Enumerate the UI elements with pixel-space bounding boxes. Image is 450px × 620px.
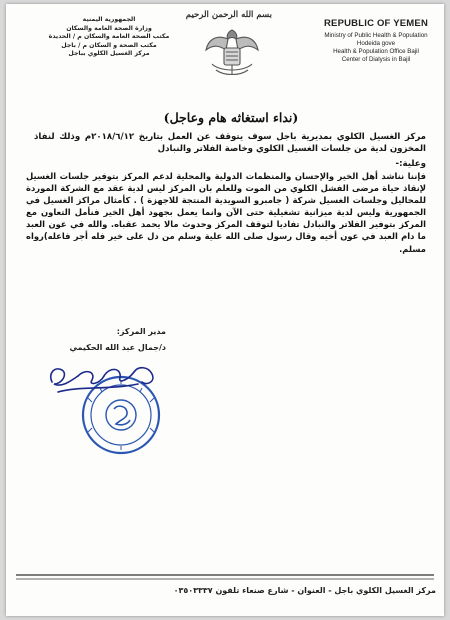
manager-name: د/جمال عبد الله الحكيمي [69, 343, 166, 352]
arabic-header-line: مركز الغسيل الكلوي بباجل [68, 50, 150, 58]
arabic-header-line: مكتب الصحة و السكان م / باجل [61, 41, 157, 49]
handwritten-signature [38, 354, 168, 414]
arabic-letterhead [14, 16, 204, 59]
intro-paragraph: مركز الغسيل الكلوي بمديرية باجل سوف يتوقف عن العمل بتاريخ ٢٠١٨/٦/١٢م وذلك لنفاذ المخزون لدية من جلسات الغسيل الكلوي وخاصة الفلاتر والنبادل [34, 132, 426, 154]
english-header-line: Hodeida gove [356, 40, 396, 47]
arabic-header-line: الجمهورية اليمنية [82, 16, 136, 23]
footer-divider [16, 572, 434, 582]
greeting-line: وعلية:- [395, 159, 426, 169]
arabic-header-line: مكتب الصحة العامة والسكان م / الحديدة [48, 33, 170, 41]
body-paragraph: فإننا نناشد أهل الخير والإحسان والمنظمات الدولية والمحلية لدعم المركز بتوفير جلسات الغسيل لإنقاذ حياة مرضى الفشل الكلوي من الموت وللعلم بان المركز ليس لدية عقد مع الشركة الموردة للمحاليل وجلسات الغسيل شركة ( جامبرو السويدية المنتجة للاجهزة ) . كأمثال مراكز الغسيل في الجمهورية وليس لدية ميزانية تشغيلية حتى الآن وانما يعمل بجهود أهل الخير فنأمل التعاون مع المركز بتوفير الفلاتر والنبادل تفاديا لتوقف المركز وحدوث مالا يحمد عقباه. والله في عون العبد ما دام العبد في عون أخيه وقال رسول صلى الله علية وسلم من دل على خير فله أجر فاعله)رواه مسلم. [26, 171, 426, 254]
footer-address: مركز الغسيل الكلوي باجل - العنوان - شارع صنعاء تلفون ٠٣٥٠٣٣٣٧ [173, 586, 436, 595]
english-letterhead [306, 18, 444, 64]
english-header-title: REPUBLIC OF YEMEN [323, 18, 429, 29]
english-header-line: Health & Population Office Bajil [333, 48, 419, 55]
appeal-title: (نداء استغاثه هام وعاجل) [163, 110, 299, 125]
yemen-eagle-emblem [202, 24, 262, 80]
letter-page [6, 4, 444, 616]
english-header-line: Center of Dialysis in Bajil [341, 56, 411, 63]
manager-role-label: مدير المركز: [116, 327, 166, 336]
arabic-header-line: وزارة الصحة العامة والسكان [66, 24, 152, 32]
basmala-calligraphy: بسم الله الرحمن الرحيم [185, 10, 272, 20]
english-header-line: Ministry of Public Health & Population [324, 32, 428, 39]
